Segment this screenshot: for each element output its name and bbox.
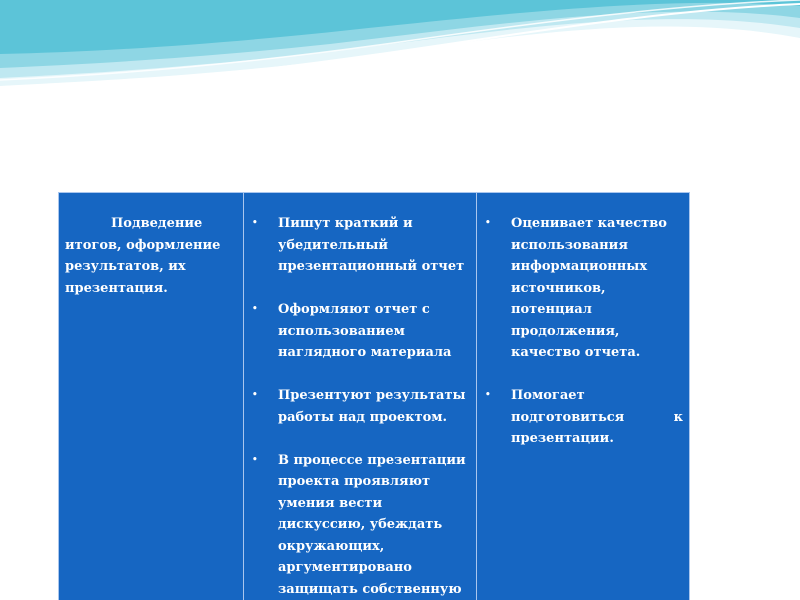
teacher-list (483, 213, 683, 450)
bullet-icon: • (252, 218, 258, 228)
list-item (250, 450, 470, 600)
bullet-icon: • (252, 390, 258, 400)
list-item (250, 299, 470, 364)
student-activity: Оформляют отчет с использованием наглядного материала (278, 302, 452, 360)
stage-table-wrapper (58, 192, 688, 600)
list-item (483, 213, 683, 364)
stage-text: Подведение итогов, оформление результатов, их презентация. (65, 216, 221, 296)
list-item (483, 385, 683, 450)
student-activity: Пишут краткий и убедительный презентационный отчет (278, 216, 465, 274)
students-list (250, 213, 470, 600)
list-item (250, 385, 470, 428)
teacher-cell (477, 193, 690, 600)
students-cell (244, 193, 477, 600)
bullet-icon: • (252, 304, 258, 314)
student-activity: Презентуют результаты работы над проектом. (278, 388, 466, 425)
stage-cell (59, 193, 244, 600)
stage-table (58, 192, 690, 600)
wave-banner (0, 0, 800, 100)
bullet-icon: • (485, 390, 491, 400)
teacher-activity: Помогает подготовиться к презентации. (511, 388, 683, 446)
bullet-icon: • (252, 454, 258, 465)
student-activity: В процессе презентации проекта проявляют умения вести дискуссию, убеждать окружающих, аргументировано защищать собственную (278, 452, 466, 597)
teacher-activity: Оценивает качество использования информационных источников, потенциал продолжения, качество отчета. (511, 216, 667, 360)
bullet-icon: • (485, 218, 491, 228)
list-item (250, 213, 470, 278)
table-row (59, 193, 690, 600)
